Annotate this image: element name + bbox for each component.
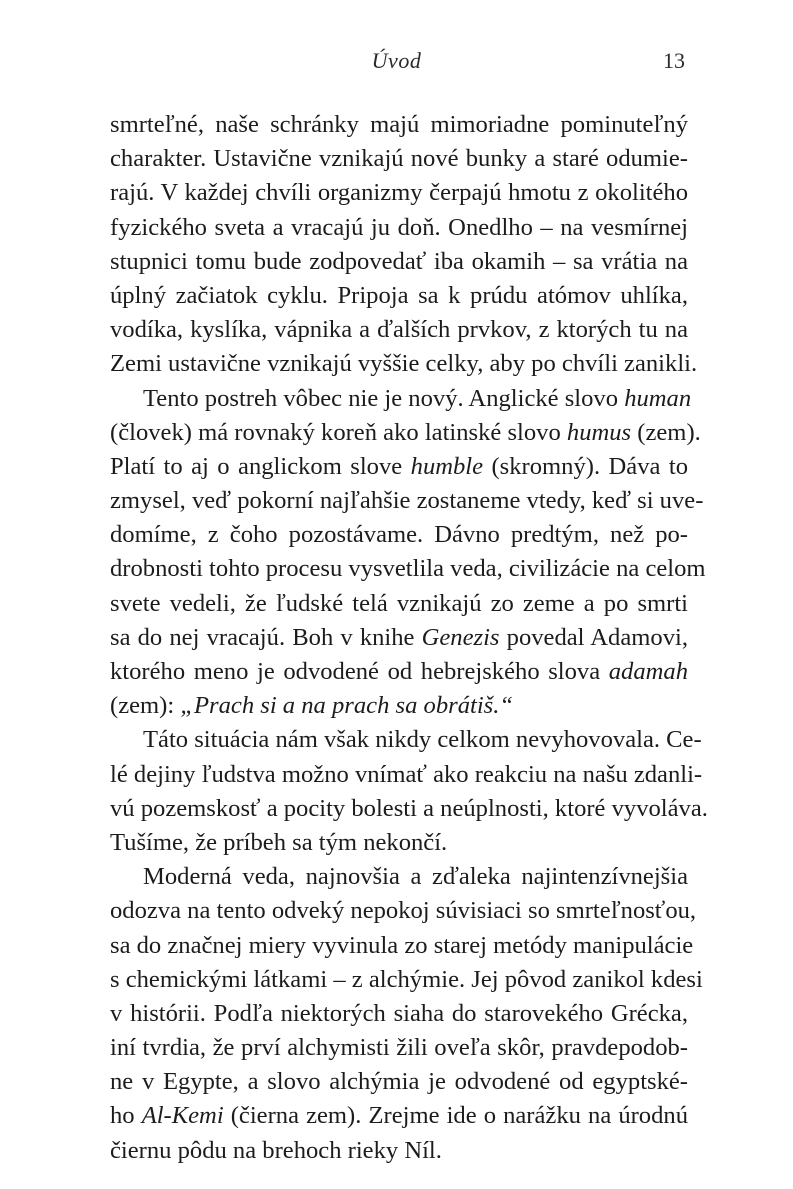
- text-line: [110, 211, 688, 245]
- text-run: s chemickými látkami – z alchýmie. Jej pôvod zanikol kdesi: [110, 965, 703, 993]
- text-run: ktorého meno je odvodené od hebrejského slova: [110, 658, 609, 685]
- text-line: [110, 245, 688, 279]
- text-run: vodíka, kyslíka, vápnika a ďalších prvkov, z ktorých tu na: [110, 316, 688, 344]
- text-line: [110, 587, 688, 621]
- italic-text: human: [624, 384, 692, 412]
- text-line: [110, 1134, 688, 1168]
- text-line: [110, 416, 701, 450]
- text-line: [110, 826, 688, 860]
- text-run: Zemi ustavične vznikajú vyššie celky, aby po chvíli zanikli.: [110, 350, 698, 378]
- text-line: [110, 860, 688, 894]
- text-line: [110, 1065, 688, 1099]
- text-run: čiernu pôdu na brehoch rieky Níl.: [110, 1136, 442, 1164]
- text-run: rajú. V každej chvíli organizmy čerpajú hmotu z okolitého: [110, 179, 688, 207]
- text-run: ho: [110, 1102, 142, 1130]
- text-line: [110, 655, 688, 689]
- italic-text: humus: [566, 418, 632, 446]
- text-run: Moderná veda, najnovšia a zďaleka najintenzívnejšia: [143, 863, 688, 891]
- text-run: lé dejiny ľudstva možno vnímať ako reakciu na našu zdanli-: [110, 760, 703, 788]
- italic-text: adamah: [608, 658, 688, 685]
- text-run: v histórii. Podľa niektorých siaha do starovekého Grécka,: [110, 999, 688, 1027]
- text-line: [110, 450, 688, 484]
- paragraph: [110, 723, 708, 860]
- running-head: [0, 48, 793, 78]
- paragraph: [110, 860, 703, 1168]
- text-run: smrteľné, naše schránky majú mimoriadne pominuteľný: [110, 111, 688, 138]
- text-run: iní tvrdia, že prví alchymisti žili oveľa skôr, pravdepodob-: [110, 1034, 688, 1062]
- text-run: charakter. Ustavične vznikajú nové bunky a staré odumie-: [110, 145, 688, 173]
- text-line: [110, 723, 702, 757]
- text-line: [110, 792, 708, 826]
- text-line: [110, 758, 703, 792]
- text-run: vú pozemskosť a pocity bolesti a neúplnosti, ktoré vyvoláva.: [110, 794, 708, 822]
- text-run: Tento postreh vôbec nie je nový. Anglické slovo: [143, 384, 625, 412]
- text-line: [110, 347, 698, 381]
- text-line: [110, 108, 688, 142]
- text-line: [110, 313, 688, 347]
- text-run: Táto situácia nám však nikdy celkom nevyhovovala. Ce-: [143, 726, 702, 754]
- page-number: 13: [663, 48, 685, 73]
- text-run: (zem):: [110, 692, 181, 720]
- text-run: ne v Egypte, a slovo alchýmia je odvodené od egyptské-: [110, 1068, 688, 1096]
- italic-text: humble: [410, 452, 484, 480]
- text-run: (človek) má rovnaký koreň ako latinské slovo: [110, 418, 567, 446]
- chapter-title: Úvod: [371, 48, 422, 73]
- text-run: úplný začiatok cyklu. Pripoja sa k prúdu atómov uhlíka,: [110, 281, 688, 309]
- text-line: [110, 142, 688, 176]
- text-run: fyzického sveta a vracajú ju doň. Onedlho – na vesmírnej: [110, 213, 688, 241]
- italic-text: Genezis: [421, 623, 500, 651]
- paragraph: [110, 382, 706, 724]
- text-line: [110, 963, 703, 997]
- text-run: Tušíme, že príbeh sa tým nekončí.: [110, 828, 448, 856]
- text-run: (zem).: [631, 418, 701, 446]
- text-line: [110, 997, 688, 1031]
- italic-text: Al-Kemi: [141, 1102, 224, 1130]
- text-line: [110, 552, 706, 586]
- text-run: stupnici tomu bude zodpovedať iba okamih – sa vrátia na: [110, 247, 688, 275]
- text-run: svete vedeli, že ľudské telá vznikajú zo zeme a po smrti: [110, 589, 688, 617]
- text-run: sa do nej vracajú. Boh v knihe: [110, 623, 422, 651]
- text-line: [110, 1031, 688, 1065]
- paragraph: [110, 108, 698, 382]
- text-line: [110, 176, 688, 210]
- text-line: [110, 484, 704, 518]
- text-line: [110, 621, 688, 655]
- text-run: Platí to aj o anglickom slove: [110, 452, 411, 480]
- text-run: odozva na tento odveký nepokoj súvisiaci so smrteľnosťou,: [110, 897, 697, 925]
- text-run: (skromný). Dáva to: [483, 452, 688, 480]
- text-run: domíme, z čoho pozostávame. Dávno predtým, než po-: [110, 521, 688, 549]
- text-line: [110, 929, 694, 963]
- text-run: (čierna zem). Zrejme ide o narážku na úrodnú: [223, 1102, 688, 1130]
- body-text: [110, 108, 708, 1168]
- text-run: drobnosti tohto procesu vysvetlila veda, civilizácie na celom: [110, 555, 706, 583]
- text-line: [110, 689, 688, 723]
- text-run: povedal Adamovi,: [499, 623, 688, 651]
- text-run: zmysel, veď pokorní najľahšie zostaneme vtedy, keď si uve-: [110, 487, 704, 515]
- text-run: sa do značnej miery vyvinula zo starej metódy manipulácie: [110, 931, 694, 959]
- text-line: [110, 382, 692, 416]
- text-line: [110, 518, 688, 552]
- text-line: [110, 279, 688, 313]
- italic-text: „Prach si a na prach sa obrátiš.“: [180, 692, 514, 720]
- text-line: [110, 894, 697, 928]
- text-line: [110, 1099, 688, 1133]
